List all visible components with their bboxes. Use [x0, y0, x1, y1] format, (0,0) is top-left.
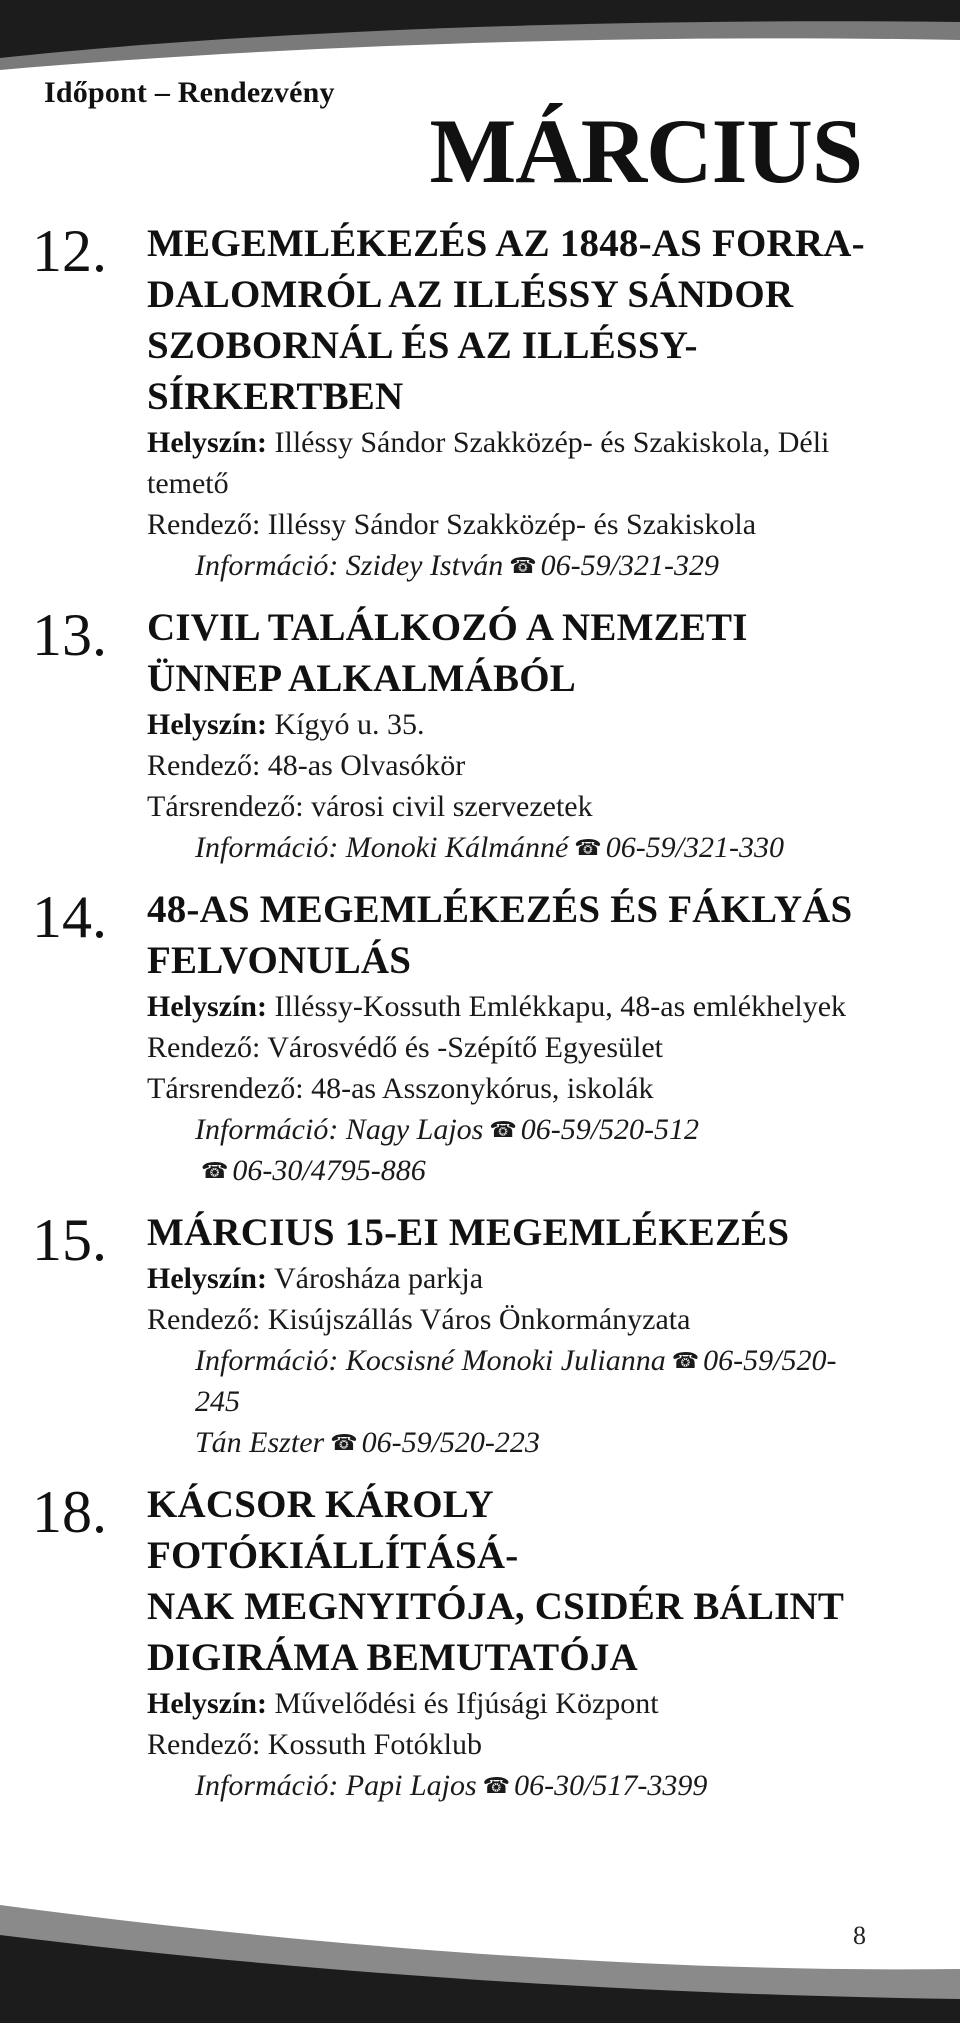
event-venue — [147, 704, 867, 745]
event-day: 18. — [32, 1479, 107, 1545]
event-co-organizer: Társrendező: 48-as Asszonykórus, iskolák — [147, 1072, 654, 1105]
telephone-icon: ☎ — [482, 1773, 511, 1798]
event-item — [0, 884, 960, 1191]
event-item — [0, 602, 960, 868]
info-contact: Információ: Monoki Kálmánné — [195, 831, 569, 864]
event-title: MEGEMLÉKEZÉS AZ 1848-AS FORRA- DALOMRÓL AZ ILLÉSSY SÁNDOR SZOBORNÁL ÉS AZ ILLÉSSY- SÍRKERTBEN — [147, 222, 865, 418]
info-phone: 06-59/321-330 — [605, 831, 785, 864]
event-organizer: Rendező: Városvédő és -Szépítő Egyesület — [147, 1031, 663, 1064]
event-venue — [147, 1683, 867, 1724]
event-item — [0, 1207, 960, 1463]
header-label: Időpont – Rendezvény — [44, 76, 335, 109]
venue-label: Helyszín: — [147, 708, 267, 741]
event-day: 15. — [32, 1207, 107, 1273]
telephone-icon: ☎ — [574, 835, 602, 860]
info-phone: 06-59/520-245 — [195, 1344, 837, 1418]
event-organizer: Rendező: Kossuth Fotóklub — [147, 1728, 482, 1761]
info-phone: 06-30/4795-886 — [232, 1154, 426, 1187]
event-info — [195, 1109, 867, 1150]
page-number: 8 — [853, 1921, 866, 1950]
venue-label: Helyszín: — [147, 990, 267, 1023]
info-phone: 06-59/520-512 — [520, 1113, 700, 1146]
event-info — [195, 1765, 867, 1806]
event-list — [0, 218, 960, 1822]
event-day: 12. — [32, 218, 107, 284]
venue-value: Művelődési és Ifjúsági Központ — [274, 1687, 659, 1720]
telephone-icon: ☎ — [201, 1158, 229, 1183]
venue-value: Kígyó u. 35. — [274, 708, 425, 741]
telephone-icon: ☎ — [489, 1117, 517, 1142]
top-decorative-band — [0, 0, 960, 78]
info-contact: Tán Eszter — [195, 1426, 325, 1459]
telephone-icon: ☎ — [671, 1348, 700, 1373]
event-day: 14. — [32, 884, 107, 950]
event-title: 48-AS MEGEMLÉKEZÉS ÉS FÁKLYÁS FELVONULÁS — [147, 888, 853, 982]
venue-label: Helyszín: — [147, 426, 267, 459]
venue-value: Illéssy-Kossuth Emlékkapu, 48-as emlékhelyek — [274, 990, 847, 1023]
event-item — [0, 218, 960, 586]
telephone-icon: ☎ — [509, 553, 537, 578]
event-info — [195, 827, 867, 868]
info-contact: Információ: Kocsisné Monoki Julianna — [195, 1344, 666, 1377]
info-contact: Információ: Szidey István — [195, 549, 504, 582]
event-title: CIVIL TALÁLKOZÓ A NEMZETI ÜNNEP ALKALMÁBÓL — [147, 606, 748, 700]
event-info — [195, 545, 867, 586]
event-organizer: Rendező: 48-as Olvasókör — [147, 749, 466, 782]
telephone-icon: ☎ — [330, 1430, 358, 1455]
event-organizer: Rendező: Kisújszállás Város Önkormányzata — [147, 1303, 691, 1336]
event-venue — [147, 422, 867, 504]
bottom-decorative-band — [0, 1895, 960, 2023]
venue-value: Illéssy Sándor Szakközép- és Szakiskola, Déli temető — [147, 426, 830, 500]
event-title: KÁCSOR KÁROLY FOTÓKIÁLLÍTÁSÁ- NAK MEGNYITÓJA, CSIDÉR BÁLINT DIGIRÁMA BEMUTATÓJA — [147, 1483, 845, 1679]
month-title: MÁRCIUS — [429, 100, 862, 202]
info-phone: 06-59/321-329 — [540, 549, 719, 582]
event-venue — [147, 986, 867, 1027]
event-title: MÁRCIUS 15-EI MEGEMLÉKEZÉS — [147, 1211, 790, 1254]
info-phone: 06-59/520-223 — [361, 1426, 540, 1459]
event-co-organizer: Társrendező: városi civil szervezetek — [147, 790, 593, 823]
info-contact: Információ: Nagy Lajos — [195, 1113, 484, 1146]
venue-label: Helyszín: — [147, 1687, 267, 1720]
event-organizer: Rendező: Illéssy Sándor Szakközép- és Szakiskola — [147, 508, 757, 541]
info-contact: Információ: Papi Lajos — [195, 1769, 477, 1802]
info-phone: 06-30/517-3399 — [514, 1769, 708, 1802]
event-day: 13. — [32, 602, 107, 668]
event-info — [195, 1340, 867, 1422]
event-info-secondary — [195, 1422, 867, 1463]
event-info-secondary — [195, 1150, 867, 1191]
venue-value: Városháza parkja — [273, 1262, 484, 1295]
event-venue — [147, 1258, 867, 1299]
venue-label: Helyszín: — [147, 1262, 267, 1295]
event-item — [0, 1479, 960, 1806]
